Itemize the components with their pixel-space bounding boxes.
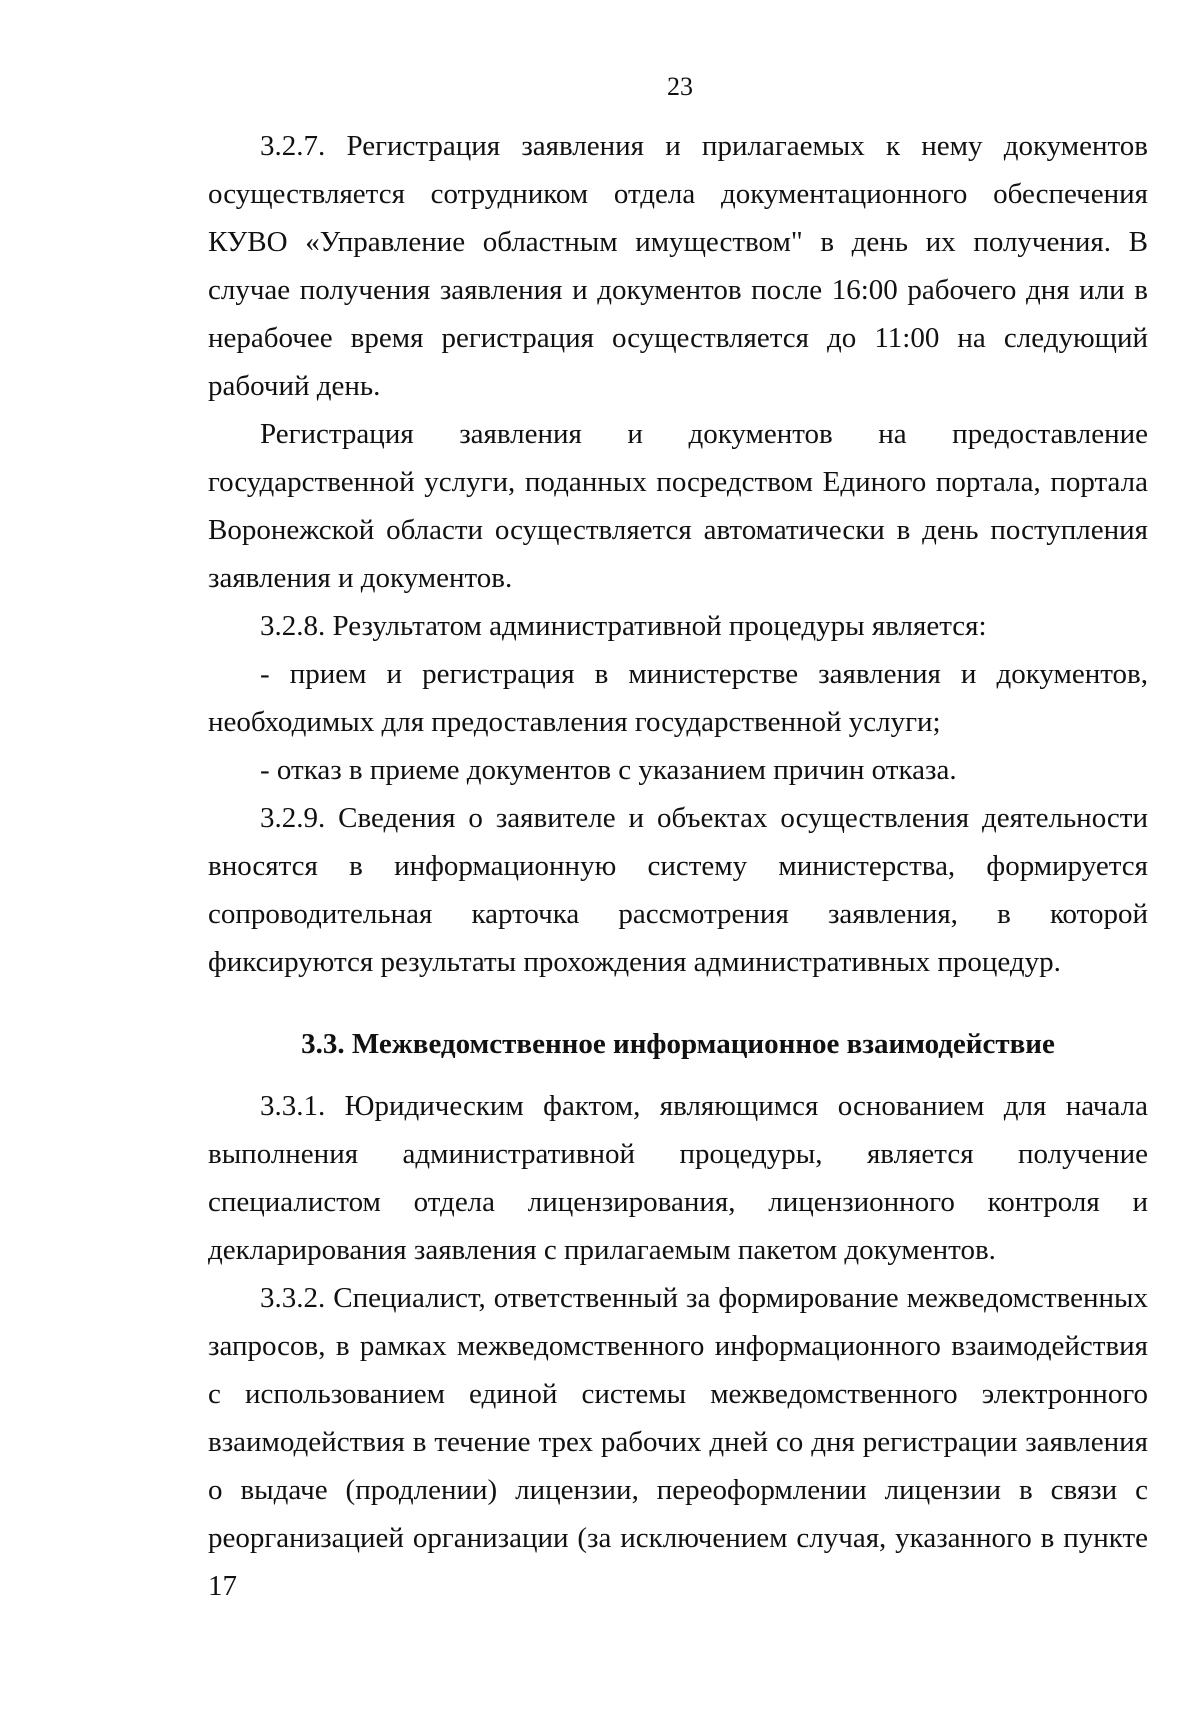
- section-heading: 3.3. Межведомственное информационное взаимодействие: [301, 1028, 1055, 1060]
- list-item-refusal: - отказ в приеме документов с указанием причин отказа.: [260, 754, 957, 786]
- paragraph-registration-portal: Регистрация заявления и документов на предоставление государственной услуги, поданных посредством Единого портала, портала Воронежской области осуществляется автоматически в день поступления заявления и документов.: [208, 418, 1148, 594]
- paragraph-3-3-2: 3.3.2. Специалист, ответственный за формирование межведомственных запросов, в рамках межведомственного информационного взаимодействия с использованием единой системы межведомственного электронного взаимодействия в течение трех рабочих дней со дня регистрации заявления о выдаче (продлении) лицензии, переоформлении лицензии в связи с реорганизацией организации (за исключением случая, указанного в пункте 17: [208, 1282, 1148, 1602]
- page-number: 23: [667, 72, 693, 101]
- paragraph-3-3-1: 3.3.1. Юридическим фактом, являющимся основанием для начала выполнения административной процедуры, является получение специалистом отдела лицензирования, лицензионного контроля и декларирования заявления с прилагаемым пакетом документов.: [208, 1090, 1148, 1266]
- paragraph-3-2-7: 3.2.7. Регистрация заявления и прилагаемых к нему документов осуществляется сотрудником отдела документационного обеспечения КУВО «Управление областным имуществом" в день их получения. В случае получения заявления и документов после 16:00 рабочего дня или в нерабочее время регистрация осуществляется до 11:00 на следующий рабочий день.: [208, 130, 1148, 402]
- paragraph-3-2-8: 3.2.8. Результатом административной процедуры является:: [260, 610, 987, 642]
- list-item-acceptance: - прием и регистрация в министерстве заявления и документов, необходимых для предоставления государственной услуги;: [208, 658, 1148, 738]
- document-body: [208, 122, 1148, 1610]
- paragraph-3-2-9: 3.2.9. Сведения о заявителе и объектах осуществления деятельности вносятся в информационную систему министерства, формируется сопроводительная карточка рассмотрения заявления, в которой фиксируются результаты прохождения административных процедур.: [208, 802, 1148, 978]
